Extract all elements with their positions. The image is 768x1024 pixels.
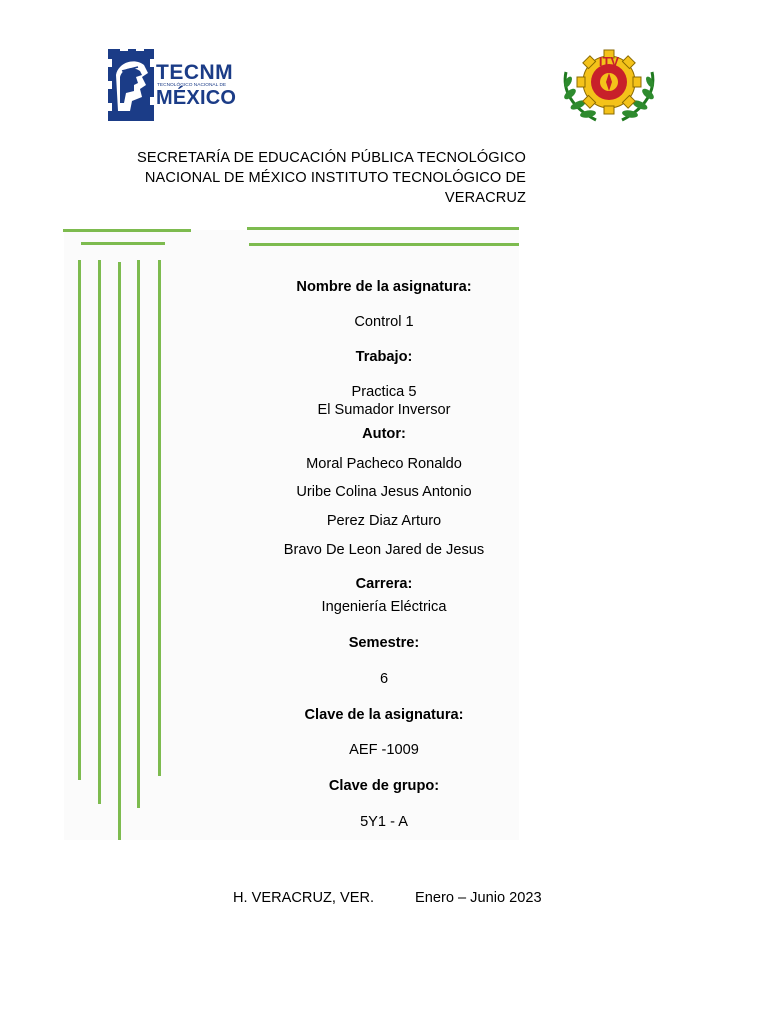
autor-name: Perez Diaz Arturo xyxy=(326,513,442,529)
institution-line-1: SECRETARÍA DE EDUCACIÓN PÚBLICA TECNOLÓGICO xyxy=(137,150,526,166)
carrera-label: Carrera: xyxy=(355,576,413,592)
trabajo-label: Trabajo: xyxy=(355,349,413,365)
autor-name: Moral Pacheco Ronaldo xyxy=(306,456,462,472)
institution-line-2: NACIONAL DE MÉXICO INSTITUTO TECNOLÓGICO DE xyxy=(144,170,526,186)
semestre-label: Semestre: xyxy=(348,635,420,651)
clave-grupo-value: 5Y1 - A xyxy=(360,814,408,830)
clave-asignatura-value: AEF -1009 xyxy=(349,742,419,758)
decorative-vline xyxy=(98,260,101,804)
decorative-vline xyxy=(158,260,161,776)
tecnm-wordmark: TECNM xyxy=(156,61,234,84)
autor-name: Uribe Colina Jesus Antonio xyxy=(296,484,472,500)
decorative-hline xyxy=(81,242,165,245)
decorative-hline xyxy=(63,229,191,232)
decorative-hline xyxy=(249,243,519,246)
decorative-vline xyxy=(137,260,140,808)
decorative-vline xyxy=(78,260,81,780)
institution-header xyxy=(110,148,526,208)
decorative-vline xyxy=(118,262,121,840)
tecnm-subtitle: TECNOLÓGICO NACIONAL DE xyxy=(157,83,227,88)
carrera-value: Ingeniería Eléctrica xyxy=(321,599,447,615)
clave-asignatura-label: Clave de la asignatura: xyxy=(304,707,464,723)
tecnm-country: MÉXICO xyxy=(156,87,237,109)
autor-name: Bravo De Leon Jared de Jesus xyxy=(283,542,485,558)
clave-grupo-label: Clave de grupo: xyxy=(328,778,440,794)
asignatura-value: Control 1 xyxy=(354,314,414,330)
semestre-value: 6 xyxy=(379,671,389,687)
asignatura-label: Nombre de la asignatura: xyxy=(296,279,472,295)
trabajo-value-line2: El Sumador Inversor xyxy=(317,402,451,418)
autor-label: Autor: xyxy=(362,426,406,442)
trabajo-value-line1: Practica 5 xyxy=(351,384,417,400)
decorative-hline xyxy=(247,227,519,230)
itv-logo xyxy=(560,42,658,126)
tecnm-logo xyxy=(108,45,237,123)
itv-letters: ITV xyxy=(598,54,620,69)
footer-period: Enero – Junio 2023 xyxy=(415,890,542,906)
footer-location: H. VERACRUZ, VER. xyxy=(233,890,375,906)
institution-line-3: VERACRUZ xyxy=(444,190,526,206)
